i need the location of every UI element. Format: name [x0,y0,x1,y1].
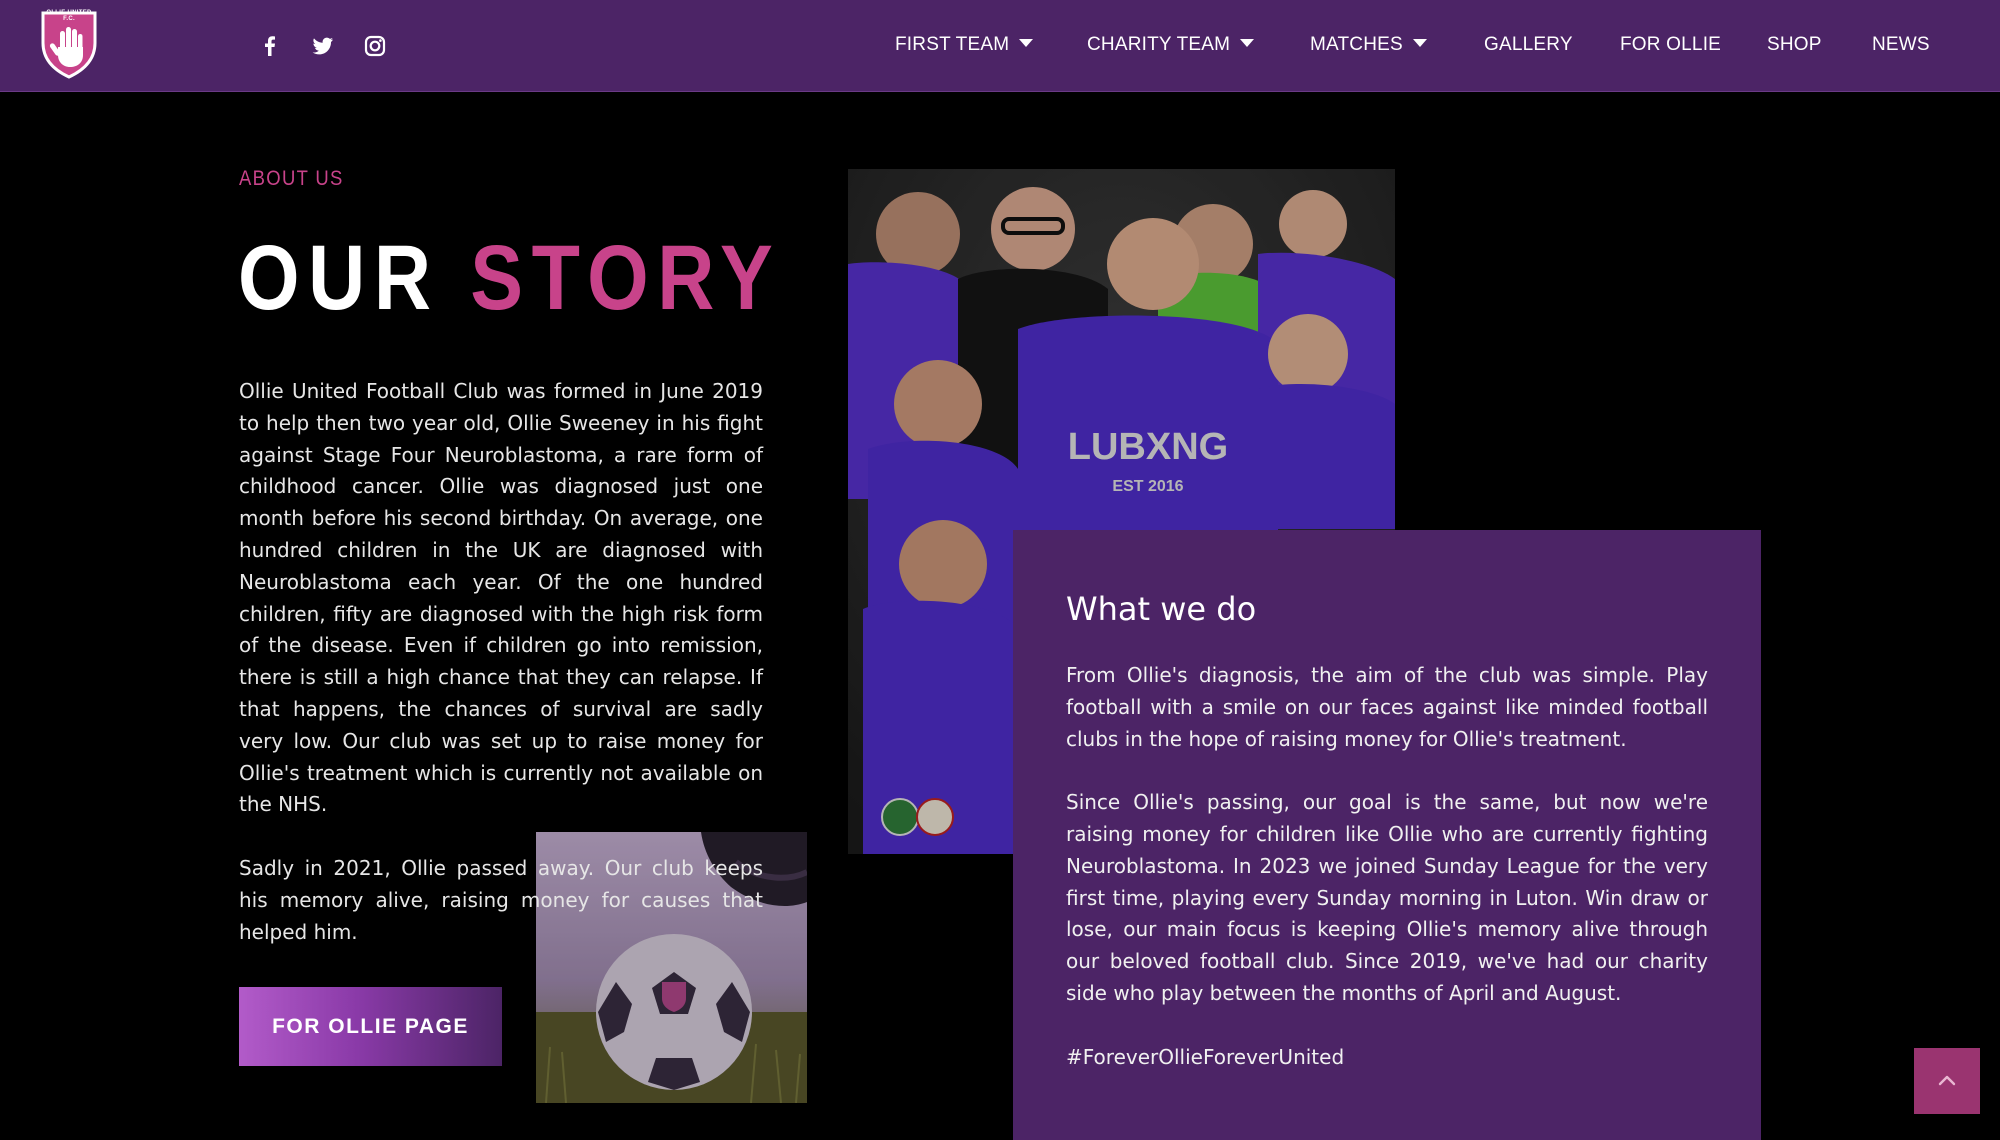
nav-charity-team[interactable] [1087,34,1254,56]
what-we-do-title: What we do [1066,590,1257,628]
nav-first-team[interactable] [895,34,1033,56]
chevron-down-icon [1413,39,1427,47]
what-we-do-paragraph-1: From Ollie's diagnosis, the aim of the club was simple. Play football with a smile on our faces against like minded football clubs in the hope of raising money for Ollie's treatment. [1066,663,1708,751]
instagram-icon[interactable] [362,33,388,59]
back-to-top-button[interactable] [1914,1048,1980,1114]
our-story-text [239,376,763,948]
title-part-2: STORY [470,227,782,329]
for-ollie-page-button[interactable]: FOR OLLIE PAGE [239,987,502,1066]
nav-gallery[interactable]: GALLERY [1484,34,1573,55]
title-part-1: OUR [238,227,440,329]
what-we-do-text [1066,660,1708,1073]
twitter-icon[interactable] [310,33,336,59]
nav-first-team-label: FIRST TEAM [895,34,1010,55]
nav-matches[interactable] [1310,34,1427,56]
what-we-do-paragraph-2: Since Ollie's passing, our goal is the same, but now we're raising money for children like Ollie who are currently fighting Neuroblastoma. In 2023 we joined Sunday League for the very first time, playing every Sunday morning in Luton. Win draw or lose, our main focus is keeping Ollie's memory alive through our beloved football club. Since 2019, we've had our charity side who play between the months of April and August. [1066,790,1708,1005]
top-nav [0,0,2000,92]
section-eyebrow: ABOUT US [239,167,344,190]
chevron-up-icon [1935,1069,1959,1093]
facebook-icon[interactable] [257,33,283,59]
what-we-do-panel [1013,530,1761,1140]
team-shirt-text: LUBXNG [1067,426,1229,468]
team-shirt-est: EST 2016 [1112,478,1184,495]
nav-shop[interactable]: SHOP [1767,34,1822,55]
nav-charity-team-label: CHARITY TEAM [1087,34,1231,55]
chevron-down-icon [1240,39,1254,47]
logo-text: OLLIE UNITED F.C. [46,10,92,22]
story-paragraph-1: Ollie United Football Club was formed in June 2019 to help then two year old, Ollie Sweeney in his fight against Stage Four Neuroblastoma, a rare form of childhood cancer. Ollie was diagnosed just one month before his second birthday. On average, one hundred children in the UK are diagnosed with Neuroblastoma each year. Of the one hundred children, fifty are diagnosed with the high risk form of the disease. Even if children go into remission, there is still a high chance that they can relapse. If that happens, the chances of survival are sadly very low. Our club was set up to raise money for Ollie's treatment which is currently not available on the NHS. [239,379,763,817]
nav-for-ollie[interactable]: FOR OLLIE [1620,34,1722,55]
hashtag: #ForeverOllieForeverUnited [1066,1044,1345,1069]
story-paragraph-2: Sadly in 2021, Ollie passed away. Our club keeps his memory alive, raising money for causes that helped him. [239,855,763,944]
chevron-down-icon [1019,39,1033,47]
nav-matches-label: MATCHES [1310,34,1403,55]
page-title [238,228,781,328]
nav-news[interactable]: NEWS [1872,34,1930,55]
